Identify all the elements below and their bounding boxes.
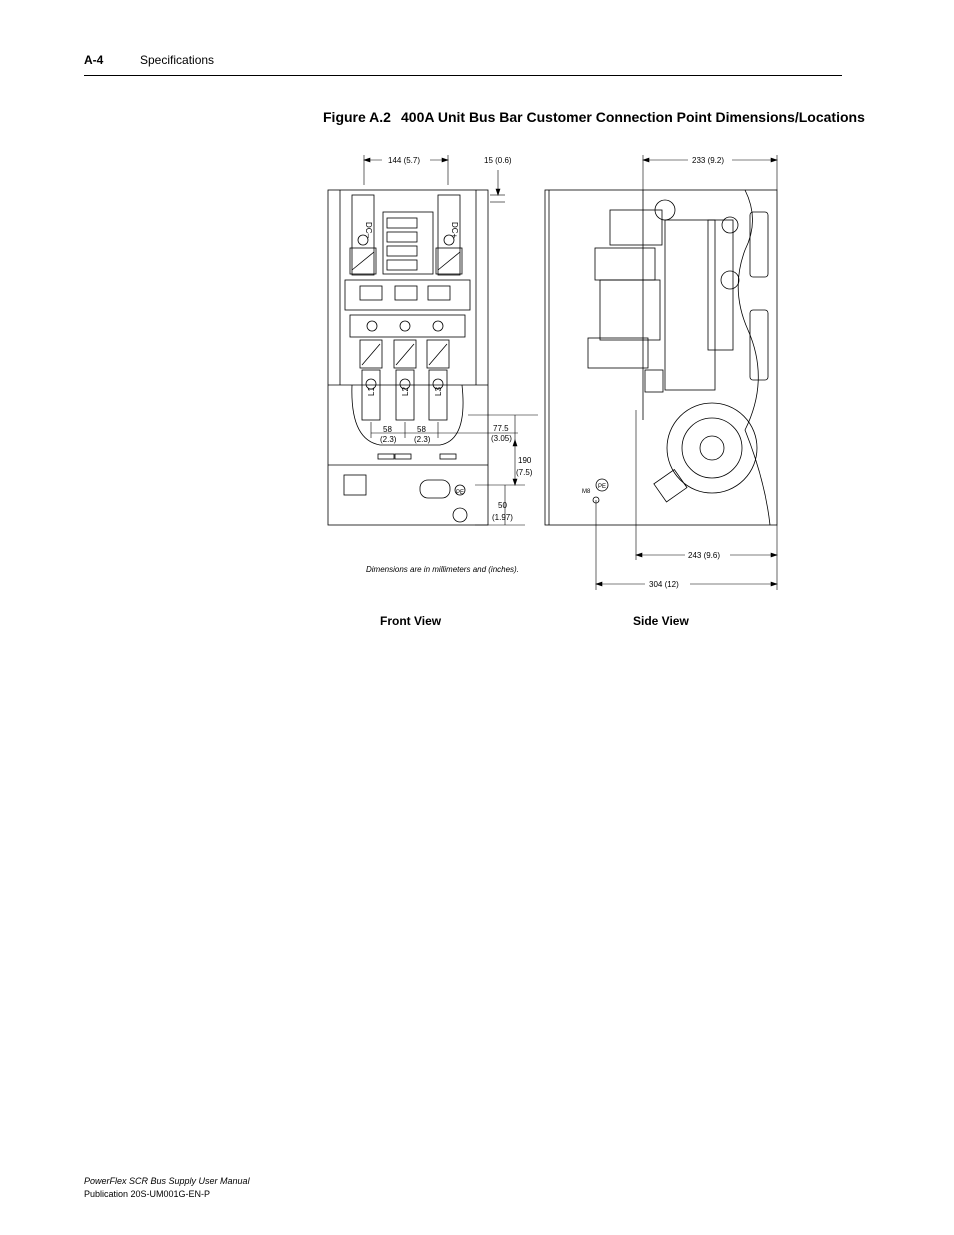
label-m8: M8	[582, 489, 591, 495]
dim-right-offset-mm: 77.5	[493, 424, 509, 433]
label-dc-minus: DC–	[364, 222, 373, 239]
dimension-note: Dimensions are in millimeters and (inches).	[366, 565, 519, 574]
technical-drawing	[300, 140, 820, 610]
dim-right-offset-in: (3.05)	[491, 434, 512, 443]
figure-label: Figure A.2	[323, 109, 391, 125]
front-view-drawing	[328, 190, 488, 525]
label-pe-front: PE	[456, 490, 465, 496]
label-l1: L1	[367, 387, 376, 396]
dim-side-b: 304 (12)	[649, 580, 679, 589]
dim-top-offset: 15 (0.6)	[484, 156, 512, 165]
footer-publication: Publication 20S-UM001G-EN-P	[84, 1189, 211, 1199]
dim-height-a-mm: 190	[518, 456, 532, 465]
page-number: A-4	[84, 53, 104, 67]
footer-manual: PowerFlex SCR Bus Supply User Manual	[84, 1176, 250, 1186]
dim-spacing-b-in: (2.3)	[414, 435, 431, 444]
label-dc-plus: DC+	[450, 222, 459, 239]
side-view-drawing	[545, 190, 777, 525]
dim-spacing-a-in: (2.3)	[380, 435, 397, 444]
label-l3: L3	[434, 387, 443, 396]
dim-spacing-a-mm: 58	[383, 425, 392, 434]
dim-height-b-mm: 50	[498, 501, 507, 510]
side-view-label: Side View	[633, 614, 689, 628]
header-rule	[84, 75, 842, 76]
dim-top-width: 144 (5.7)	[388, 156, 421, 165]
section-title: Specifications	[140, 53, 215, 67]
dim-height-a-in: (7.5)	[516, 468, 533, 477]
figure-title: 400A Unit Bus Bar Customer Connection Point Dimensions/Locations	[401, 109, 865, 125]
dim-side-top: 233 (9.2)	[692, 156, 725, 165]
label-l2: L2	[401, 387, 410, 396]
figure-caption	[323, 109, 865, 125]
dim-height-b-in: (1.97)	[492, 513, 513, 522]
label-pe-side: PE	[598, 484, 607, 490]
dim-spacing-b-mm: 58	[417, 425, 426, 434]
dim-side-a: 243 (9.6)	[688, 551, 721, 560]
front-view-label: Front View	[380, 614, 442, 628]
